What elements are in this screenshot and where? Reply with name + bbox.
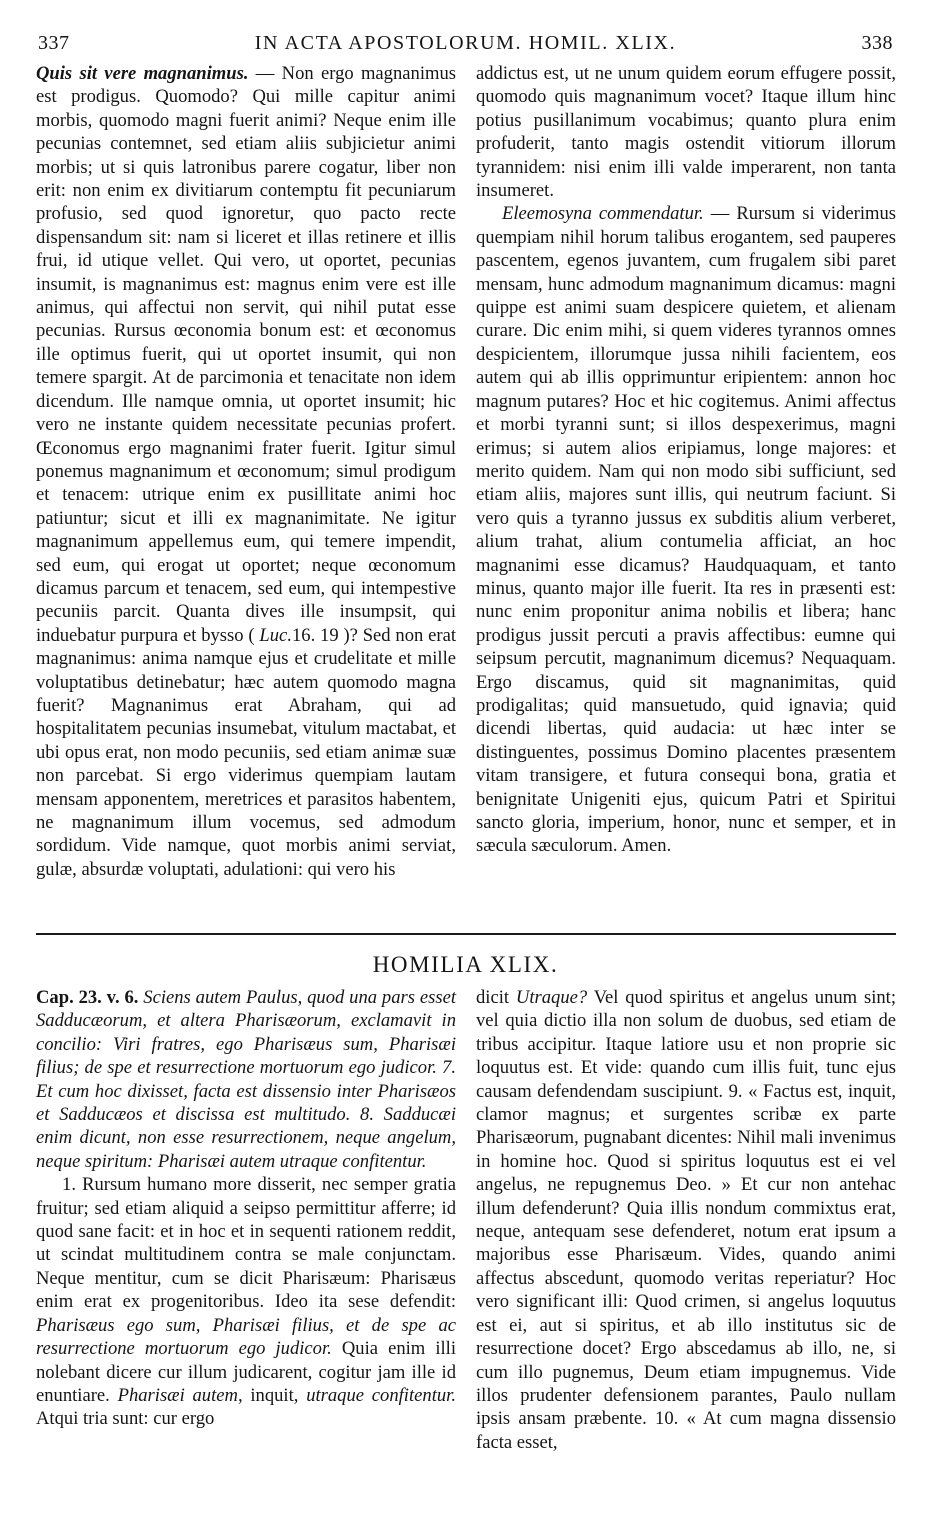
body-text: Quia enim illi nolebant dicere cur illum judicarent, cogitur jam ille id enuntiare. — [36, 1338, 456, 1406]
top-left-column — [36, 62, 456, 881]
paragraph — [36, 1173, 456, 1430]
quotation: Pharisæi autem, — [117, 1384, 243, 1406]
quotation: utraque confitentur. — [306, 1384, 456, 1406]
section-divider — [36, 933, 896, 935]
page-number-left: 337 — [38, 32, 70, 54]
homily-title: HOMILIA XLIX. — [372, 952, 559, 977]
paragraph — [36, 62, 456, 881]
body-text: Vel quod spiritus et angelus unum sint; vel quia dictio illa non solum de duobus, sed etiam de tribus accipitur. Itaque latiore usu et non proprie sic loquutus est. Et vide: quando cum illis fuit, tunc ejus causam defendendam suscipiunt. 9. « Factus est, inquit, clamor magnus; et surgentes scribæ ex parte Pharisæorum, pugnabant dicentes: Nihil mali invenimus in homine hoc. Quod si spiritus loquutus est ei vel angelus, ne repugnemus Deo. » Et cur non antehac illum defenderunt? Quia illis nondum commixtus erat, neque, antequam sese defenderet, notum erat ipsum a majoribus esse Pharisæum. Vides, quando animi affectus abscedunt, quomodo veritas reperiatur? Hoc vero significant illi: Quod crimen, si angelus loquutus est ei, aut si spiritus, et ab illo institutus sic de resurrectione docet? Ergo abscedamus ab illo, ne, si cum illo pugnemus, Deum etiam impugnemus. Vide illos prudenter defensionem parantes, Paulo nullam ipsis ansam præbente. 10. « At cum magna dissensio facta esset, — [476, 987, 896, 1453]
quotation: Pharisæus ego sum, Pharisæi filius, et de spe ac resurrectione mortuorum ego judicor. — [36, 1314, 456, 1360]
body-text: )? Sed non erat magnanimus: anima namque ejus et crudelitate et mille voluptatibus detinebatur; hæc autem quomodo magna fuerit? Magnanimus erat Abraham, qui ad hospitalitatem pecunias insumebat, vitulum mactabat, et ubi opus erat, non modo pecuniis, sed etiam animæ suæ non parcebat. Si ergo viderimus quempiam lautam mensam apponentem, meretrices et parasitos habentem, ne magnanimum illum vocemus, sed admodum sordidum. Vide namque, quot morbis animi serviat, gulæ, absurdæ voluptati, adulationi: qui vero his — [36, 624, 456, 880]
body-text: dicit — [476, 987, 510, 1008]
scripture-reference: Luc. — [259, 624, 292, 646]
body-text: 1. Rursum humano more disserit, nec semper gratia fruitur; sed etiam aliquid a seipso permittitur afferre; id quod sane facit: et in hoc et in sequenti rationem reddit, ut scindat multitudinem contra se male conjunctam. Neque mentitur, cum se dicit Pharisæum: Pharisæus enim erat ex progenitoribus. Ideo ita sese defendit: — [36, 1174, 456, 1313]
chapter-reference: Cap. 23. v. 6. — [36, 987, 139, 1008]
bottom-right-column — [476, 986, 896, 1454]
paragraph — [476, 986, 896, 1454]
body-text: — Rursum si viderimus quempiam nihil horum talibus erogantem, sed pauperes pascentem, egenos juvantem, cum frugalem sibi paret mensam, hunc admodum magnanimum dicamus: magni quippe est animi suam despicere quietem, et alienam curare. Dic enim mihi, si quem videres tyrannos omnes despicientem, illorumque jussa nihili facientem, eos autem qui ab illis opprimuntur eripientem: annon hoc magnum putares? Hoc et hic cogitemus. Animi affectus et morbi tyranni sunt; si illos despexerimus, magni erimus; si autem alios eripiamus, longe majores: et merito quidem. Nam qui non modo sibi sufficiunt, sed etiam aliis, majores sunt illis, qui neutrum faciunt. Si vero quis a tyranno jussus ex subditis alium verberet, alium trahat, alium contumelia afficiat, an hoc magnanimi esse dicamus? Haudquaquam, et tanto minus, quanto major ille fuerit. Ita res in præsenti est: nunc enim proponitur anima nobilis et libera; hanc prodigus jussit percuti a pravis affectibus: eumne qui seipsum percutit, magnanimum dicemus? Nequaquam. Ergo discamus, quid sit magnanimitas, quid prodigalitas; quid mansuetudo, quid ignavia; quid dicendi libertas, quid audacia: ut hæc inter se distinguentes, possimus Domino placentes præsentem vitam transigere, et futura consequi bona, gratia et benignitate Unigeniti ejus, quicum Patri et Spiritui sancto gloria, imperium, honor, nunc et semper, et in sæcula sæculorum. Amen. — [476, 203, 896, 857]
body-text: inquit, — [250, 1384, 299, 1406]
sidenote-heading: Eleemosyna commendatur. — [502, 203, 704, 225]
body-text: Atqui tria sunt: cur ergo — [36, 1408, 215, 1430]
body-text: — Non ergo magnanimus est prodigus. Quomodo? Qui mille capitur animi morbis, quomodo magni fuerit animi? Neque enim ille pecunias contemnet, sed etiam aliis subjicietur animi morbis; ut si quis latronibus parere cogatur, liber non erit: non enim ex divitiarum contemptu fit pecuniarum profusio, sed quod ignoretur, quo pacto recte dispensandum sit: nam si liceret et illas retinere et illis frui, id utique vellet. Qui vero, ut oportet, pecunias insumit, is magnanimus est: magnus enim vere est ille animus, qui affectui non servit, qui nihil putat esse pecunias. Rursus œconomia bonum est: et œconomus ille optimus fuerit, qui ut oportet insumit, qui non temere spargit. At de parcimonia et tenacitate non idem dicendum. Ille namque omnia, ut oportet insumit; hic vero ne instante quidem necessitate pecunias profert. Œconomus ergo magnanimi frater fuerit. Igitur simul ponemus magnanimum et œconomum; simul prodigum et tenacem: utrique enim ex pusillitate animi hoc patiuntur; sicut et illi ex magnanimitate. Ne igitur magnanimum appellemus eum, qui temere impendit, sed eum, qui erogat ut oportet; neque œconomum dicamus parcum et tenacem, sed eum, qui intempestive pecuniis parcit. Quanta dives ille insumpsit, qui induebatur purpura et bysso ( — [36, 63, 456, 646]
scripture-text: Sciens autem Paulus, quod una pars esset Sadducæorum, et altera Pharisæorum, exclamavit in concilio: Viri fratres, ego Pharisæus sum, Pharisæi filius; de spe et resurrectione mortuorum ego judicor. 7. Et cum hoc dixisset, facta est dissensio inter Pharisæos et Sadducæos et discissa est multitudo. 8. Sadducæi enim dicunt, non esse resurrectionem, neque angelum, neque spiritum: Pharisæi autem utraque confitentur. — [36, 987, 456, 1172]
top-right-column — [476, 62, 896, 858]
quotation: Utraque? — [515, 987, 588, 1008]
running-title: IN ACTA APOSTOLORUM. HOMIL. XLIX. — [254, 32, 677, 54]
sidenote-heading: Quis sit vere magnanimus. — [36, 63, 249, 84]
chapter-summary — [36, 986, 456, 1173]
page-number-right: 338 — [861, 32, 893, 54]
paragraph: addictus est, ut ne unum quidem eorum effugere possit, quomodo quis magnanimum vocet? Itaque illum hinc potius pusillanimum vocabimus; quanto plura enim profuderit, tanto magis ostendit vitiorum illorum tyrannidem: nisi enim illi valde imperarent, non tanta insumeret. — [476, 63, 896, 202]
bottom-left-column — [36, 986, 456, 1431]
scripture-reference-number: 16. 19 — [291, 624, 339, 646]
paragraph — [476, 202, 896, 857]
running-head — [38, 32, 893, 58]
